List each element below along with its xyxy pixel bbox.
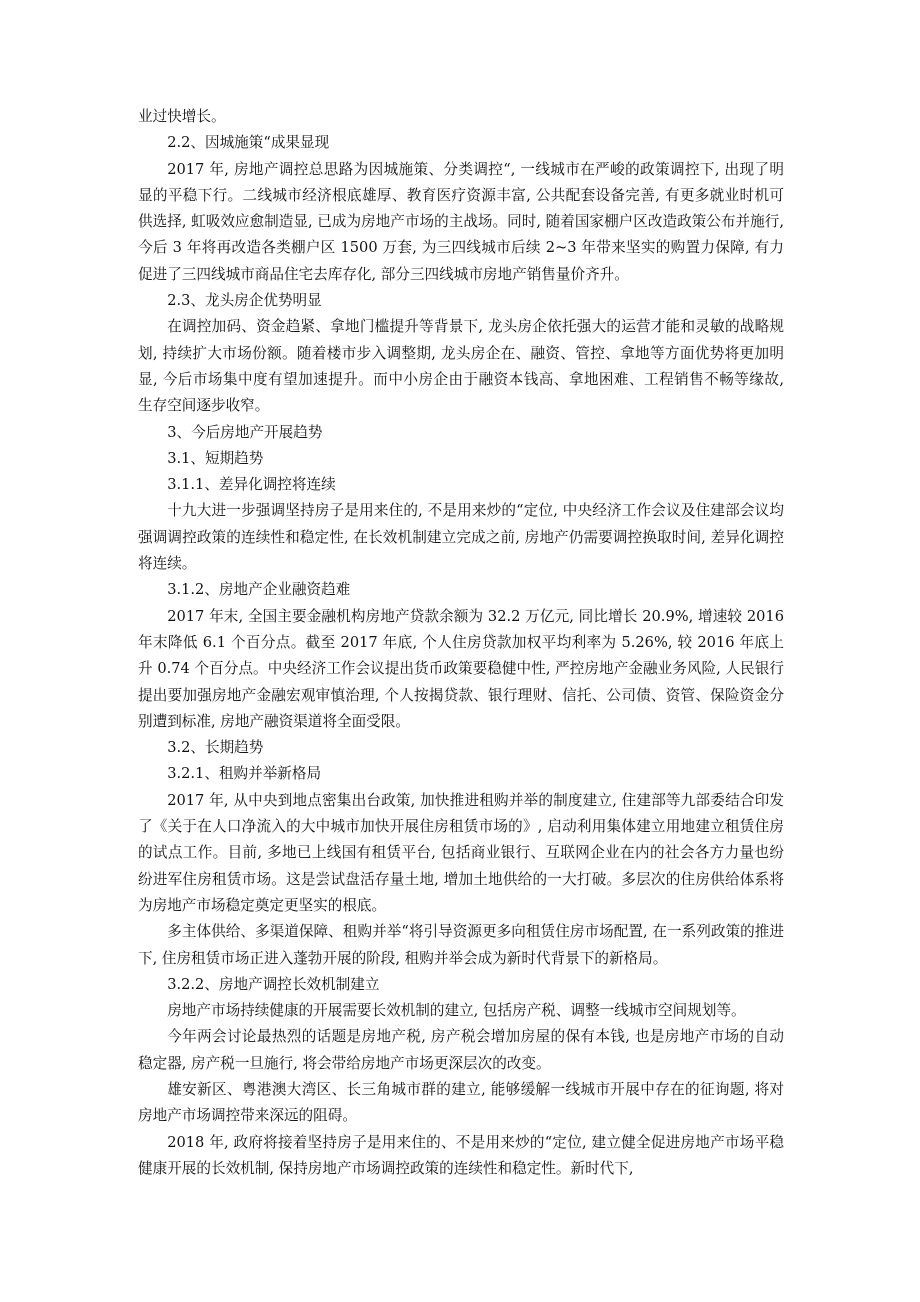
- paragraph: 在调控加码、资金趋紧、拿地门槛提升等背景下, 龙头房企依托强大的运营才能和灵敏的战略规划, 持续扩大市场份额。随着楼市步入调整期, 龙头房企在、融资、管控、拿地等方面优势将更加明显, 今后市场集中度有望加速提升。而中小房企由于融资本钱高、拿地困难、工程销售不畅等缘故, 生存空间逐步收窄。: [138, 318, 784, 415]
- paragraph: 业过快增长。: [138, 108, 226, 125]
- section-heading: 3.2.2、房地产调控长效机制建立: [167, 975, 380, 993]
- paragraph: 多主体供给、多渠道保障、租购并举“将引导资源更多向租赁住房市场配置, 在一系列政策的推进下, 住房租赁市场正进入蓬勃开展的阶段, 租购并举会成为新时代背景下的新格局。: [138, 923, 784, 967]
- section-heading: 3.1、短期趋势: [167, 449, 264, 467]
- section-heading: 3.2.1、租购并举新格局: [167, 765, 322, 783]
- document-body: [138, 104, 784, 1182]
- section-heading: 3.1.1、差异化调控将连续: [167, 476, 336, 494]
- section-heading: 3、今后房地产开展趋势: [167, 423, 323, 441]
- section-heading: 3.1.2、房地产企业融资趋难: [167, 581, 351, 599]
- paragraph: 房地产市场持续健康的开展需要长效机制的建立, 包括房产税、调整一线城市空间规划等。: [167, 1002, 746, 1020]
- paragraph: 2017 年, 从中央到地点密集出台政策, 加快推进租购并举的制度建立, 住建部等九部委结合印发了《关于在人口净流入的大中城市加快开展住房租赁市场的》, 启动利用集体建立用地建立租赁住房的试点工作。目前, 多地已上线国有租赁平台, 包括商业银行、互联网企业在内的社会各方力量也纷纷进军住房租赁市场。这是尝试盘活存量土地, 增加土地供给的一大打破。多层次的住房供给体系将为房地产市场稳定奠定更坚实的根底。: [138, 791, 784, 914]
- paragraph: 今年两会讨论最热烈的话题是房地产税, 房产税会增加房屋的保有本钱, 也是房地产市场的自动稳定器, 房产税一旦施行, 将会带给房地产市场更深层次的改变。: [138, 1028, 784, 1072]
- section-heading: 2.3、龙头房企优势明显: [167, 292, 322, 310]
- section-heading: 3.2、长期趋势: [167, 739, 264, 757]
- paragraph: 雄安新区、粤港澳大湾区、长三角城市群的建立, 能够缓解一线城市开展中存在的征询题, 将对房地产市场调控带来深远的阻碍。: [138, 1080, 784, 1125]
- paragraph: 2017 年, 房地产调控总思路为因城施策、分类调控“, 一线城市在严峻的政策调控下, 出现了明显的平稳下行。二线城市经济根底雄厚、教育医疗资源丰富, 公共配套设备完善, 有更多就业时机可供选择, 虹吸效应愈制造显, 已成为房地产市场的主战场。同时, 随着国家棚户区改造政策公布并施行, 今后 3 年将再改造各类棚户区 1500 万套, 为三四线城市后续 2~3 年带来坚实的购置力保障, 有力促进了三四线城市商品住宅去库存化, 部分三四线城市房地产销售量价齐升。: [138, 160, 784, 283]
- paragraph: 2017 年末, 全国主要金融机构房地产贷款余额为 32.2 万亿元, 同比增长 20.9%, 增速较 2016 年末降低 6.1 个百分点。截至 2017 年底, 个人住房贷款加权平均利率为 5.26%, 较 2016 年底上升 0.74 个百分点。中央经济工作会议提出货币政策要稳健中性, 严控房地产金融业务风险, 人民银行提出要加强房地产金融宏观审慎治理, 个人按揭贷款、银行理财、信托、公司债、资管、保险资金分别遭到标准, 房地产融资渠道将全面受限。: [138, 607, 784, 730]
- paragraph: 2018 年, 政府将接着坚持房子是用来住的、不是用来炒的“定位, 建立健全促进房地产市场平稳健康开展的长效机制, 保持房地产市场调控政策的连续性和稳定性。新时代下,: [138, 1133, 784, 1177]
- section-heading: 2.2、因城施策“成果显现: [167, 134, 330, 152]
- paragraph: 十九大进一步强调坚持房子是用来住的, 不是用来炒的“定位, 中央经济工作会议及住建部会议均强调调控政策的连续性和稳定性, 在长效机制建立完成之前, 房地产仍需要调控换取时间, 差异化调控将连续。: [138, 502, 784, 573]
